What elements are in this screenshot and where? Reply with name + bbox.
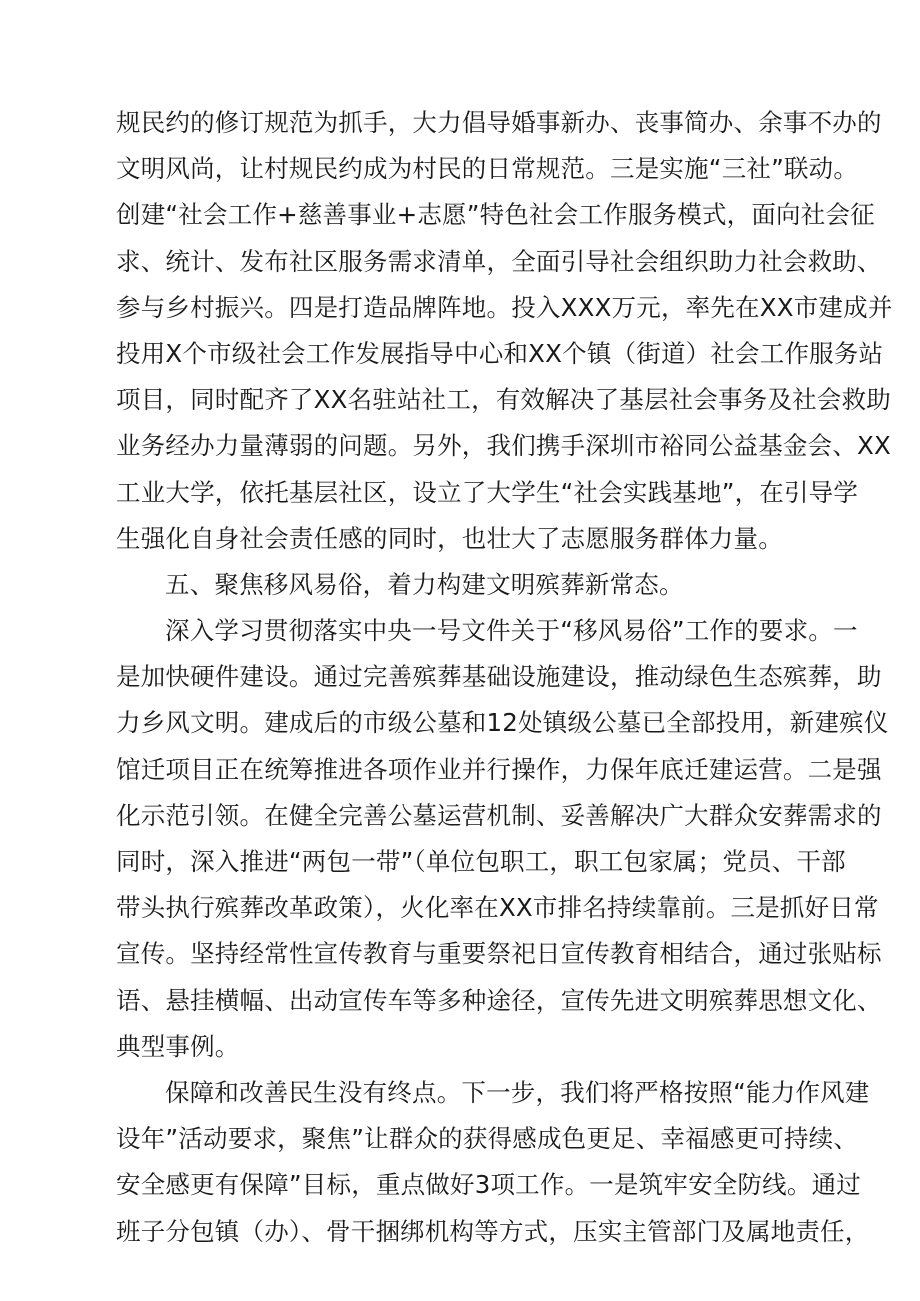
text-line: 馆迁项目正在统筹推进各项作业并行操作，力保年底迁建运营。二是强 bbox=[116, 754, 882, 784]
text-line: 创建“社会工作+慈善事业+志愿”特色社会工作服务模式，面向社会征 bbox=[116, 200, 875, 230]
text-line: 文明风尚，让村规民约成为村民的日常规范。三是实施“三社”联动。 bbox=[116, 154, 859, 184]
text-line: 保障和改善民生没有终点。下一步，我们将严格按照“能力作风建 bbox=[165, 1077, 870, 1107]
text-line: 带头执行殡葬改革政策），火化率在XX市排名持续靠前。三是抓好日常 bbox=[116, 893, 879, 923]
text-line: 生强化自身社会责任感的同时，也壮大了志愿服务群体力量。 bbox=[116, 523, 783, 553]
text-line: 化示范引领。在健全完善公墓运营机制、妥善解决广大群众安葬需求的 bbox=[116, 800, 882, 830]
text-line: 班子分包镇（办）、骨干捆绑机构等方式，压实主管部门及属地责任， bbox=[116, 1216, 870, 1246]
text-line: 宣传。坚持经常性宣传教育与重要祭祀日宣传教育相结合，通过张贴标 bbox=[116, 939, 882, 969]
text-line: 安全感更有保障”目标，重点做好3项工作。一是筑牢安全防线。通过 bbox=[116, 1170, 861, 1200]
text-line: 力乡风文明。建成后的市级公墓和12处镇级公墓已全部投用，新建殡仪 bbox=[116, 708, 889, 738]
text-line: 设年”活动要求，聚焦”让群众的获得感成色更足、幸福感更可持续、 bbox=[116, 1124, 859, 1154]
text-line: 深入学习贯彻落实中央一号文件关于“移风易俗”工作的要求。一 bbox=[165, 616, 858, 646]
text-line: 同时，深入推进“两包一带”（单位包职工，职工包家属；党员、干部 bbox=[116, 847, 846, 876]
text-line: 投用X个市级社会工作发展指导中心和XX个镇（街道）社会工作服务站 bbox=[116, 338, 884, 368]
document-body bbox=[116, 100, 893, 1255]
section-heading: 五、聚焦移风易俗，着力构建文明殡葬新常态。 bbox=[165, 569, 684, 599]
text-line: 参与乡村振兴。四是打造品牌阵地。投入XXX万元，率先在XX市建成并 bbox=[116, 292, 893, 322]
text-line: 项目，同时配齐了XX名驻站社工，有效解决了基层社会事务及社会救助 bbox=[116, 385, 891, 415]
text-line: 是加快硬件建设。通过完善殡葬基础设施建设，推动绿色生态殡葬，助 bbox=[116, 662, 882, 692]
text-line: 工业大学，依托基层社区，设立了大学生“社会实践基地”，在引导学 bbox=[116, 477, 859, 507]
text-line: 业务经办力量薄弱的问题。另外，我们携手深圳市裕同公益基金会、XX bbox=[116, 431, 891, 461]
text-line: 规民约的修订规范为抓手，大力倡导婚事新办、丧事简办、余事不办的 bbox=[116, 108, 882, 137]
text-line: 典型事例。 bbox=[116, 1031, 240, 1061]
text-line: 语、悬挂横幅、出动宣传车等多种途径，宣传先进文明殡葬思想文化、 bbox=[116, 985, 882, 1015]
text-line: 求、统计、发布社区服务需求清单，全面引导社会组织助力社会救助、 bbox=[116, 246, 882, 276]
